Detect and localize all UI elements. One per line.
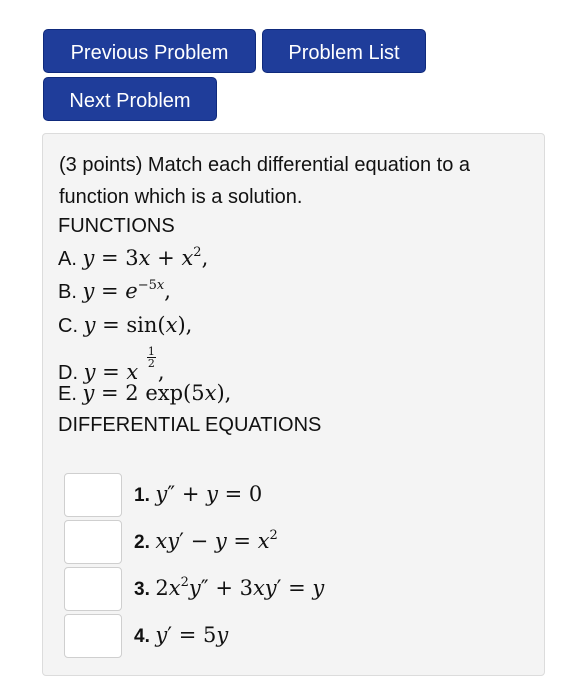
function-expression: $y = 3x + x^2$,: [82, 245, 209, 270]
function-letter: A.: [58, 248, 77, 270]
answer-input-1[interactable]: [64, 473, 122, 517]
answer-input-2[interactable]: [64, 520, 122, 564]
equation-2: [134, 529, 278, 554]
equation-expression: y′ = 5y: [155, 623, 229, 647]
answer-input-4[interactable]: [64, 614, 122, 658]
function-expression: $y = e^{-5x}$,: [82, 278, 171, 303]
equation-expression: $2x^2y'' + 3xy' = y$: [155, 575, 325, 600]
equation-number: 3.: [134, 579, 150, 600]
equation-3: [134, 576, 324, 601]
problem-statement: (3 points) Match each differential equation to a function which is a solution.: [59, 154, 470, 208]
function-letter: B.: [58, 281, 77, 303]
function-d: [58, 346, 165, 385]
function-a: [58, 246, 208, 271]
function-letter: C.: [58, 315, 78, 337]
equation-1: [134, 482, 262, 507]
function-c: [58, 313, 192, 338]
equation-number: 1.: [134, 485, 150, 506]
equation-number: 4.: [134, 626, 150, 647]
function-e: [58, 381, 231, 406]
equation-expression: $xy' - y = x^2$: [155, 528, 278, 553]
function-letter: E.: [58, 383, 77, 405]
next-problem-button[interactable]: Next Problem: [43, 77, 217, 121]
previous-problem-button[interactable]: Previous Problem: [43, 29, 256, 73]
equation-expression: y″ + y = 0: [155, 482, 263, 506]
function-letter: D.: [58, 362, 78, 384]
function-expression: y = sin(x),: [83, 313, 193, 337]
functions-heading: FUNCTIONS: [58, 215, 175, 237]
answer-input-3[interactable]: [64, 567, 122, 611]
exponent-fraction: $\frac{1}{2}$: [147, 345, 155, 370]
equation-number: 2.: [134, 532, 150, 553]
function-expression: y = 2 exp(5x),: [82, 381, 232, 405]
problem-list-button[interactable]: Problem List: [262, 29, 426, 73]
function-expression: y = x $\frac{1}{2}$ ,: [83, 345, 165, 384]
function-b: [58, 279, 171, 304]
equations-heading: DIFFERENTIAL EQUATIONS: [58, 414, 322, 436]
equation-4: [134, 623, 228, 648]
